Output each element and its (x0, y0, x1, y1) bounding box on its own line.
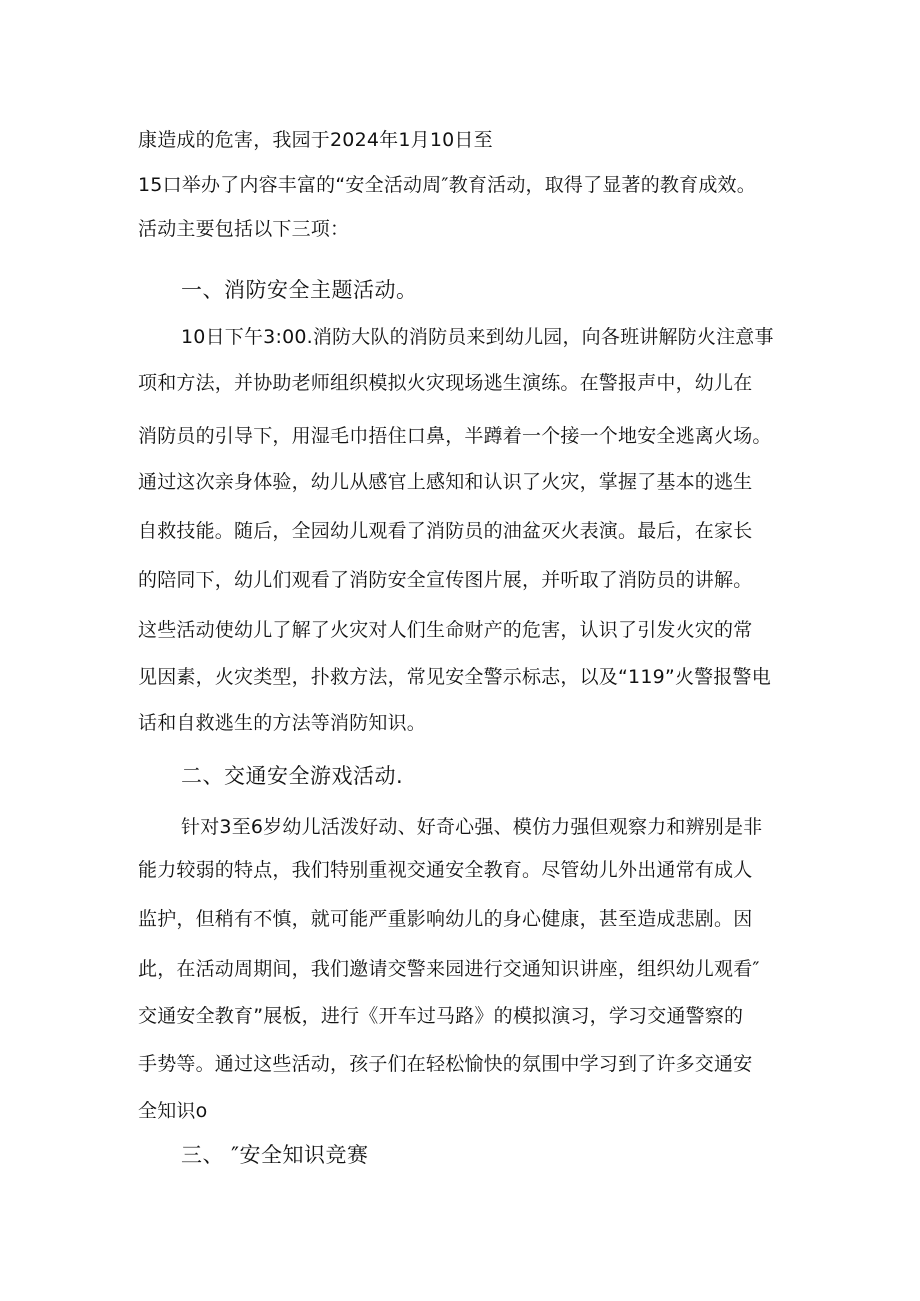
section-heading: 一、消防安全主题活动。 (181, 278, 418, 302)
text-line: 10日下午3:00.消防大队的消防员来到幼儿园，向各班讲解防火注意事 (181, 326, 774, 348)
text-line: 这些活动使幼儿了解了火灾对人们生命财产的危害，认识了引发火灾的常 (138, 619, 753, 641)
text-line: 康造成的危害，我园于2024年1月10日至 (138, 129, 493, 151)
text-line: 全知识o (138, 1100, 208, 1122)
text-line: 活动主要包括以下三项： (138, 218, 350, 240)
text-line: 交通安全教育”展板，进行《开车过马路》的模拟演习，学习交通警察的 (138, 1005, 744, 1027)
text-line: 见因素，火灾类型，扑救方法，常见安全警示标志，以及“119”火警报警电 (138, 666, 771, 688)
text-line: 监护，但稍有不慎，就可能严重影响幼儿的身心健康，甚至造成悲剧。因 (138, 908, 753, 930)
section-heading: 二、交通安全游戏活动. (181, 764, 404, 788)
text-line: 自救技能。随后，全园幼儿观看了消防员的油盆灭火表演。最后，在家长 (138, 520, 753, 542)
text-line: 15口举办了内容丰富的“安全活动周″教育活动，取得了显著的教育成效。 (138, 174, 756, 196)
text-line: 项和方法，并协助老师组织模拟火灾现场逃生演练。在警报声中，幼儿在 (138, 372, 753, 394)
text-line: 通过这次亲身体验，幼儿从感官上感知和认识了火灾，掌握了基本的逃生 (138, 471, 753, 493)
text-line: 此，在活动周期间，我们邀请交警来园进行交通知识讲座，组织幼儿观看″ (138, 958, 760, 980)
text-line: 话和自救逃生的方法等消防知识。 (138, 712, 427, 734)
text-line: 针对3至6岁幼儿活泼好动、好奇心强、模仿力强但观察力和辨别是非 (181, 816, 763, 838)
text-line: 手势等。通过这些活动，孩子们在轻松愉快的氛围中学习到了许多交通安 (138, 1053, 753, 1075)
text-line: 消防员的引导下，用湿毛巾捂住口鼻，半蹲着一个接一个地安全逃离火场。 (138, 425, 772, 447)
section-heading: 三、 ″安全知识竞赛 (181, 1143, 369, 1167)
text-line: 的陪同下，幼儿们观看了消防安全宣传图片展，并听取了消防员的讲解。 (138, 569, 753, 591)
text-line: 能力较弱的特点，我们特别重视交通安全教育。尽管幼儿外出通常有成人 (138, 859, 753, 881)
